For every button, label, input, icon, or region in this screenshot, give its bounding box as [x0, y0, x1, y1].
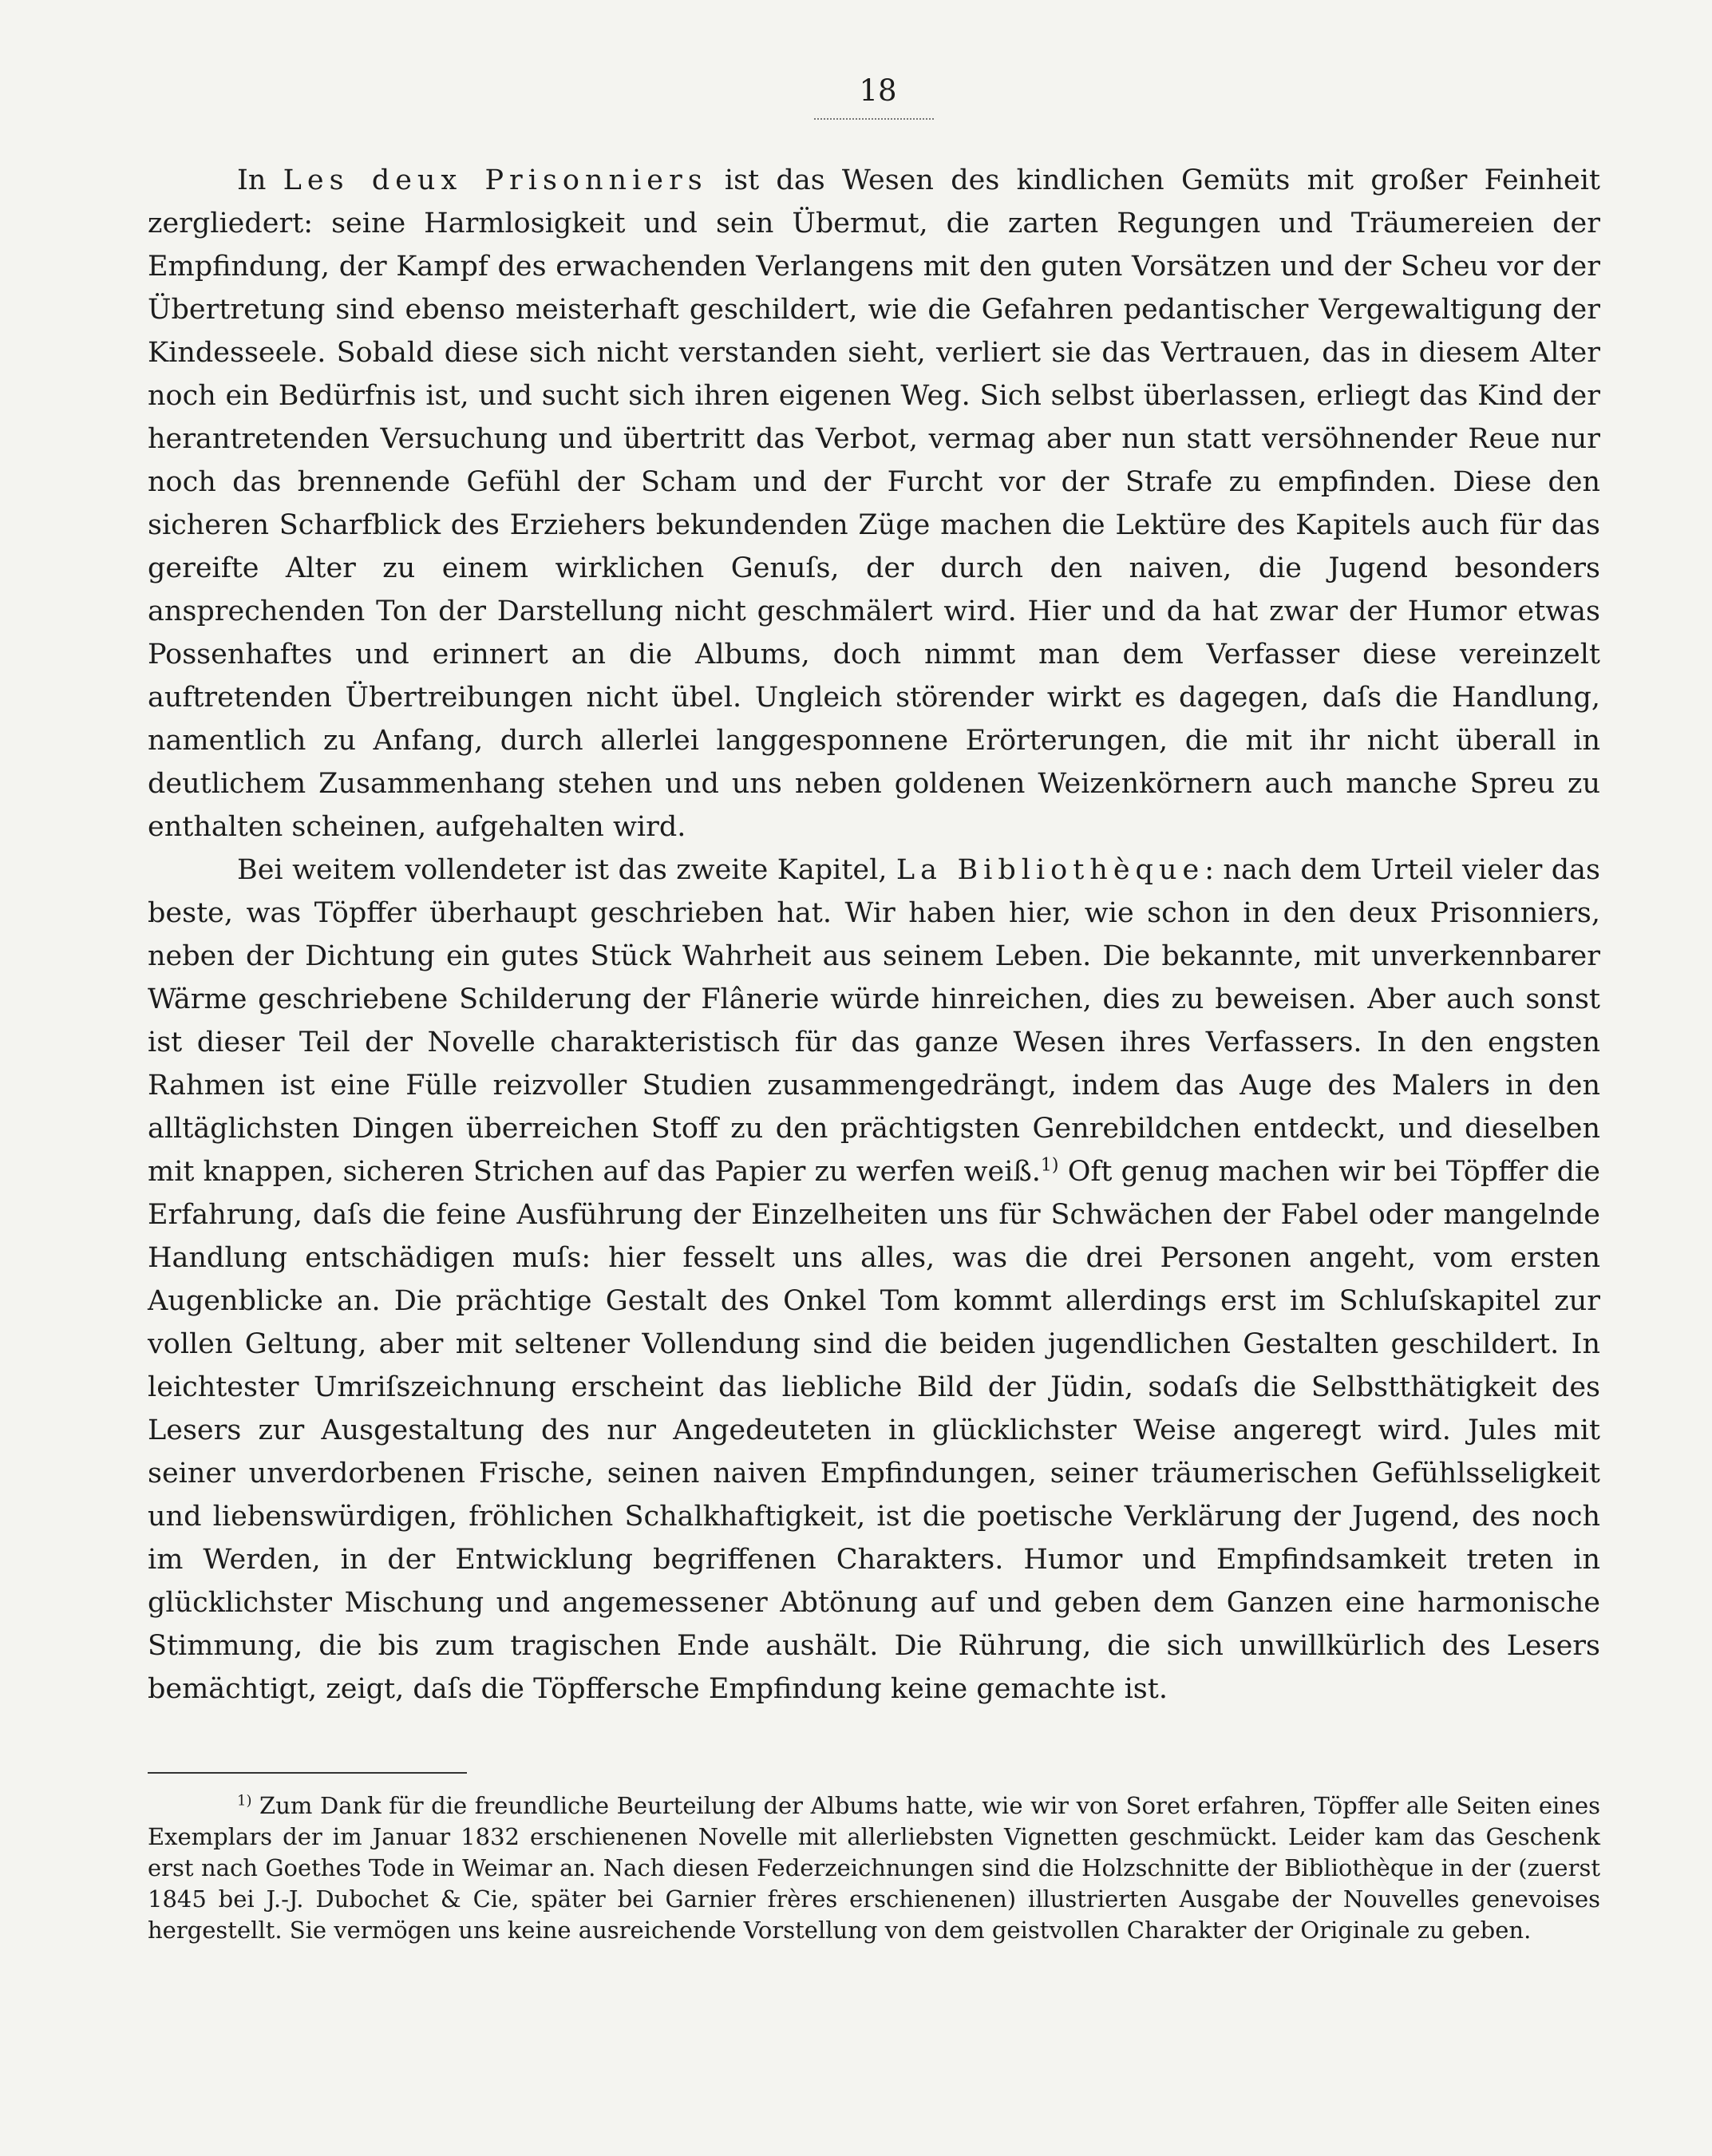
footnote-marker: 1): [237, 1792, 252, 1810]
work-title-la-bibliotheque: La Bibliothèque: [896, 854, 1205, 886]
paragraph-les-deux-prisonniers: [148, 159, 1600, 849]
page-number-underline: [814, 118, 934, 120]
page-number: 18: [859, 73, 897, 108]
work-title-les-deux-prisonniers: Les deux Prisonniers: [283, 164, 708, 196]
paragraph-text: ist das Wesen des kindlichen Gemüts mit großer Feinheit zergliedert: seine Harmlosigkeit und sein Übermut, die zarten Regungen und Träumereien der Empfindung, der Kampf des erwachenden Verlangens mit den guten Vorsätzen und der Scheu vor der Übertretung sind ebenso meisterhaft geschildert, wie die Gefahren pedantischer Vergewaltigung der Kindesseele. Sobald diese sich nicht verstanden sieht, verliert sie das Vertrauen, das in diesem Alter noch ein Bedürfnis ist, und sucht sich ihren eigenen Weg. Sich selbst überlassen, erliegt das Kind der herantretenden Versuchung und übertritt das Verbot, vermag aber nun statt versöhnender Reue nur noch das brennende Gefühl der Scham und der Furcht vor der Strafe zu empfinden. Diese den sicheren Scharfblick des Erziehers bekundenden Züge machen die Lektüre des Kapitels auch für das gereifte Alter zu einem wirklichen Genuſs, der durch den naiven, die Jugend besonders ansprechenden Ton der Darstellung nicht geschmälert wird. Hier und da hat zwar der Humor etwas Possenhaftes und erinnert an die Albums, doch nimmt man dem Verfasser diese vereinzelt auftretenden Übertreibungen nicht übel. Ungleich störender wirkt es dagegen, daſs die Handlung, namentlich zu Anfang, durch allerlei langgesponnene Erörterungen, die mit ihr nicht überall in deutlichem Zusammenhang stehen und uns neben goldenen Weizenkörnern auch manche Spreu zu enthalten scheinen, aufgehalten wird.: [148, 164, 1600, 843]
paragraph-text-continued: Oft genug machen wir bei Töpffer die Erfahrung, daſs die feine Ausführung der Einzelheiten uns für Schwächen der Fabel oder mangelnde Handlung entschädigen muſs: hier fesselt uns alles, was die drei Personen angeht, vom ersten Augenblicke an. Die prächtige Gestalt des Onkel Tom kommt allerdings erst im Schluſskapitel zur vollen Geltung, aber mit seltener Vollendung sind die beiden jugendlichen Gestalten geschildert. In leichtester Umriſszeichnung erscheint das liebliche Bild der Jüdin, sodaſs die Selbstthätigkeit des Lesers zur Ausgestaltung des nur Angedeuteten in glücklichster Weise angeregt wird. Jules mit seiner unverdorbenen Frische, seinen naiven Empfindungen, seiner träumerischen Gefühlsseligkeit und liebenswürdigen, fröhlichen Schalkhaftigkeit, ist die poetische Verklärung der Jugend, des noch im Werden, in der Entwicklung begriffenen Charakters. Humor und Empfindsamkeit treten in glücklichster Mischung und angemessener Abtönung auf und geben dem Ganzen eine harmonische Stimmung, die bis zum tragischen Ende aushält. Die Rührung, die sich unwillkürlich des Lesers bemächtigt, zeigt, daſs die Töpffersche Empfindung keine gemachte ist.: [148, 1156, 1600, 1705]
footnote-reference: 1): [1040, 1155, 1059, 1176]
paragraph-text: : nach dem Urteil vieler das beste, was Töpffer überhaupt geschrieben hat. Wir haben hier, wie schon in den deux Prisonniers, neben der Dichtung ein gutes Stück Wahrheit aus seinem Leben. Die bekannte, mit unverkennbarer Wärme geschriebene Schilderung der Flânerie würde hinreichen, dies zu beweisen. Aber auch sonst ist dieser Teil der Novelle charakteristisch für das ganze Wesen ihres Verfassers. In den engsten Rahmen ist eine Fülle reizvoller Studien zusammengedrängt, indem das Auge des Malers in den alltäglichsten Dingen überreichen Stoff zu den prächtigsten Genrebildchen entdeckt, und dieselben mit knappen, sicheren Strichen auf das Papier zu werfen weiß.: [148, 854, 1600, 1188]
footnote-divider: [148, 1772, 467, 1774]
paragraph-lead: In: [237, 164, 283, 196]
body-text: [148, 159, 1600, 1711]
paragraph-lead: Bei weitem vollendeter ist das zweite Kapitel,: [237, 854, 896, 886]
footnote: [148, 1790, 1600, 1946]
paragraph-la-bibliotheque: [148, 849, 1600, 1711]
footnote-text: Zum Dank für die freundliche Beurteilung der Albums hatte, wie wir von Soret erfahren, Töpffer alle Seiten eines Exemplars der im Januar 1832 erschienenen Novelle mit allerliebsten Vignetten geschmückt. Leider kam das Geschenk erst nach Goethes Tode in Weimar an. Nach diesen Federzeichnungen sind die Holzschnitte der Bibliothèque in der (zuerst 1845 bei J.-J. Dubochet & Cie, später bei Garnier frères erschienenen) illustrierten Ausgabe der Nouvelles genevoises hergestellt. Sie vermögen uns keine ausreichende Vorstellung von dem geistvollen Charakter der Originale zu geben.: [148, 1792, 1600, 1944]
